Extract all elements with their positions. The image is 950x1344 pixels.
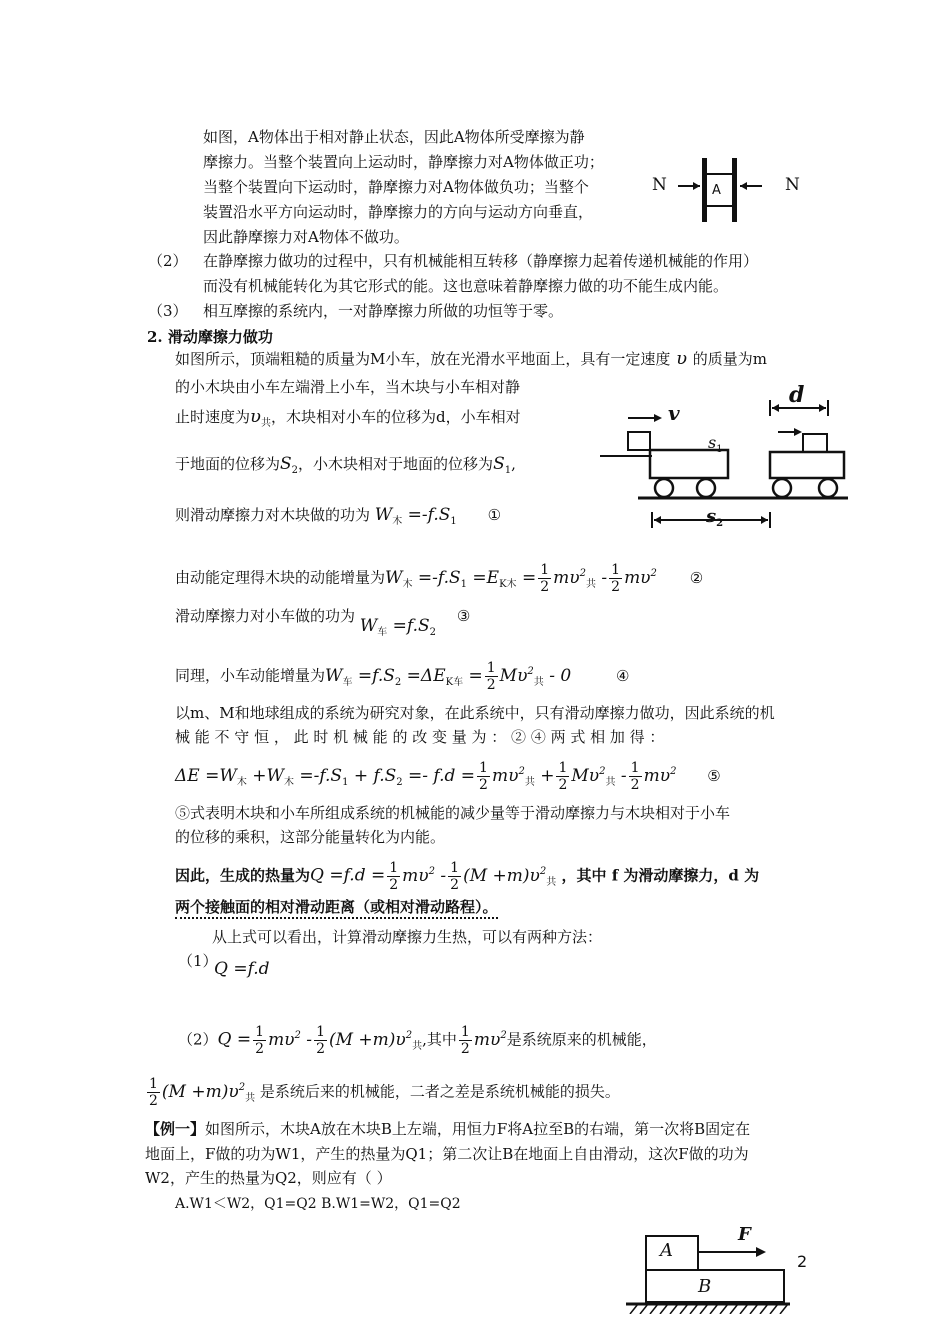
intro-line-5: 因此静摩擦力对A物体不做功。 [203, 228, 409, 246]
method-2-text-b: ,其中 [422, 1030, 457, 1049]
heat-definition-line: 两个接触面的相对滑动距离（或相对滑动路程）。 [175, 896, 498, 918]
item2-line-1: 在静摩擦力做功的过程中，只有机械能相互转移（静摩擦力起着传递机械能的作用） [203, 252, 759, 270]
example-options: A.W1＜W2，Q1=Q2 B.W1=W2，Q1=Q2 [175, 1196, 461, 1212]
s2-line-4: 于地面的位移为$S_2$，小木块相对于地面的位移为$S_1$, [175, 454, 516, 476]
fig1-left-n: N [652, 175, 667, 195]
method-2-line: （2）Q = $\frac{1}{2}$ $m\upsilon^2$ - $\frac{1}{2}$ $(M +m)\upsilon^2_共$,其中 $\frac{1}{2}$ $m\upsilon^2$是系统原来的机械能， [178, 1024, 657, 1057]
method-2-number: （2） [178, 1030, 218, 1049]
fig1-block-a: A [712, 183, 721, 198]
section-heading: 2. 滑动摩擦力做功 [147, 328, 273, 346]
two-methods-line: 从上式可以看出，计算滑动摩擦力生热，可以有两种方法： [212, 928, 603, 946]
s2-line-1: 如图所示，顶端粗糙的质量为M小车，放在光滑水平地面上，具有一定速度 υ 的质量为m [175, 348, 767, 369]
s2-line-1b: 的质量为m [692, 350, 767, 368]
intro-line-1: 如图，A物体出于相对静止状态，因此A物体所受摩擦为静 [203, 128, 585, 146]
method-2-continued: $\frac{1}{2}$ $(M +m)\upsilon^2_共$ 是系统后来的机械能，二者之差是系统机械能的损失。 [149, 1076, 620, 1109]
method-2-text-c: 是系统原来的机械能， [506, 1030, 657, 1049]
eq3-number: ③ [456, 607, 471, 625]
example-line-3: W2，产生的热量为Q2，则应有（ ） [145, 1169, 392, 1187]
intro-line-4: 装置沿水平方向运动时，静摩擦力的方向与运动方向垂直， [203, 203, 594, 221]
example-line-1: 【例一】如图所示，木块A放在木块B上左端，用恒力F将A拉至B的右端，第一次将B固定在 [145, 1120, 751, 1138]
item3-number: （3） [148, 302, 188, 320]
method-1-number: （1） [178, 952, 218, 970]
cart-block-figure [598, 382, 858, 532]
eq2-text: 由动能定理得木块的动能增量为 [175, 568, 386, 587]
fig3-block-b: B [698, 1276, 712, 1297]
s2-line-4b: ，小木块相对于地面的位移为 [298, 455, 494, 473]
s2-line-2: 的小木块由小车左端滑上小车，当木块与小车相对静 [175, 378, 521, 396]
blocks-ab-figure [620, 1224, 800, 1314]
s2-para-9-line-2: 械 能 不 守 恒 ， 此 时 机 械 能 的 改 变 量 为 ： ② ④ 两 式 相 加 得 ： [175, 728, 665, 746]
s2-line-3b: ，木块相对小车的位移为d，小车相对 [270, 408, 521, 426]
eq3-text: 滑动摩擦力对小车做的功为 [175, 607, 356, 625]
eq5-line: $\Delta E =W_木 +W_木 =-f.S_1 + f.S_2 =- f.d$ = $\frac{1}{2}$ $m\upsilon^2_共$ + $\frac{1}{2}$ $M\upsilon^2_共$ - $\frac{1}{2}$ $m\upsilon^2$ ⑤ [175, 760, 721, 793]
fig3-block-a: A [660, 1240, 673, 1261]
fig2-v-label: v [668, 401, 680, 425]
eq1-line: 则滑动摩擦力对木块做的功为 $W_木 =-f.S_1$ ① [175, 505, 502, 527]
eq1-number: ① [487, 506, 502, 524]
item2-number: （2） [148, 252, 188, 270]
s2-para-10-line-2: 的位移的乘积，这部分能量转化为内能。 [175, 828, 446, 846]
s2-para-9-line-1: 以m、M和地球组成的系统为研究对象，在此系统中，只有滑动摩擦力做功，因此系统的机 [175, 704, 775, 722]
fig2-s2-label: $s_2$ [706, 506, 724, 529]
heat-text-b: ，其中 f 为滑动摩擦力，d 为 [561, 866, 760, 885]
heat-text-a: 因此，生成的热量为 [175, 866, 311, 885]
eq3-line: 滑动摩擦力对小车做的功为 $W_车 =f.S_2$ ③ [175, 607, 471, 638]
s2-para-10-line-1: ⑤式表明木块和小车所组成系统的机械能的减少量等于滑动摩擦力与木块相对于小车 [175, 804, 731, 822]
item2-line-2: 而没有机械能转化为其它形式的能。这也意味着静摩擦力做的功不能生成内能。 [203, 277, 729, 295]
s2-line-4a: 于地面的位移为 [175, 455, 281, 473]
method-1-formula: Q =f.d [214, 959, 270, 979]
intro-line-2: 摩擦力。当整个装置向上运动时，静摩擦力对A物体做正功； [203, 153, 604, 171]
eq4-text: 同理，小车动能增量为 [175, 666, 326, 685]
example-tag: 【例一】 [145, 1120, 206, 1138]
method-2-text-d: 是系统后来的机械能，二者之差是系统机械能的损失。 [259, 1082, 620, 1101]
s2-line-3a: 止时速度为 [175, 408, 251, 426]
eq5-number: ⑤ [707, 766, 721, 785]
fig3-force-f: F [738, 1224, 751, 1245]
intro-line-3: 当整个装置向下运动时，静摩擦力对A物体做负功；当整个 [203, 178, 589, 196]
heat-formula-line: 因此，生成的热量为Q =f.d = $\frac{1}{2}$ $m\upsilon^2$ - $\frac{1}{2}$ $(M +m)\upsilon^2_共$ ，其中 f 为滑动摩擦力，d 为 [175, 860, 760, 893]
eq2-number: ② [689, 568, 704, 587]
eq4-number: ④ [615, 666, 630, 685]
eq2-line: 由动能定理得木块的动能增量为$W_木 =-f.S_1 =E_{K木}$ = $\frac{1}{2}$ $m\upsilon^2_共$ - $\frac{1}{2}$ $m\upsilon^2$ ② [175, 562, 704, 595]
example-line-2: 地面上，F做的功为W1，产生的热量为Q1；第二次让B在地面上自由滑动，这次F做的功为 [145, 1145, 749, 1163]
page-number: 2 [797, 1252, 808, 1271]
s2-line-3: 止时速度为$\upsilon_共$，木块相对小车的位移为d，小车相对 [175, 406, 521, 429]
fig2-d-label: d [789, 382, 805, 408]
s2-line-1a: 如图所示，顶端粗糙的质量为M小车，放在光滑水平地面上，具有一定速度 [175, 350, 671, 368]
eq1-text: 则滑动摩擦力对木块做的功为 [175, 506, 371, 524]
fig2-s1-label: $s_1$ [708, 433, 723, 455]
fig1-right-n: N [785, 175, 800, 195]
item3-text: 相互摩擦的系统内，一对静摩擦力所做的功恒等于零。 [203, 302, 564, 320]
eq4-line: 同理，小车动能增量为$W_车 =f.S_2 =\Delta E_{K车}$ = $\frac{1}{2}$ $M\upsilon^2_共 - 0$ ④ [175, 660, 630, 693]
